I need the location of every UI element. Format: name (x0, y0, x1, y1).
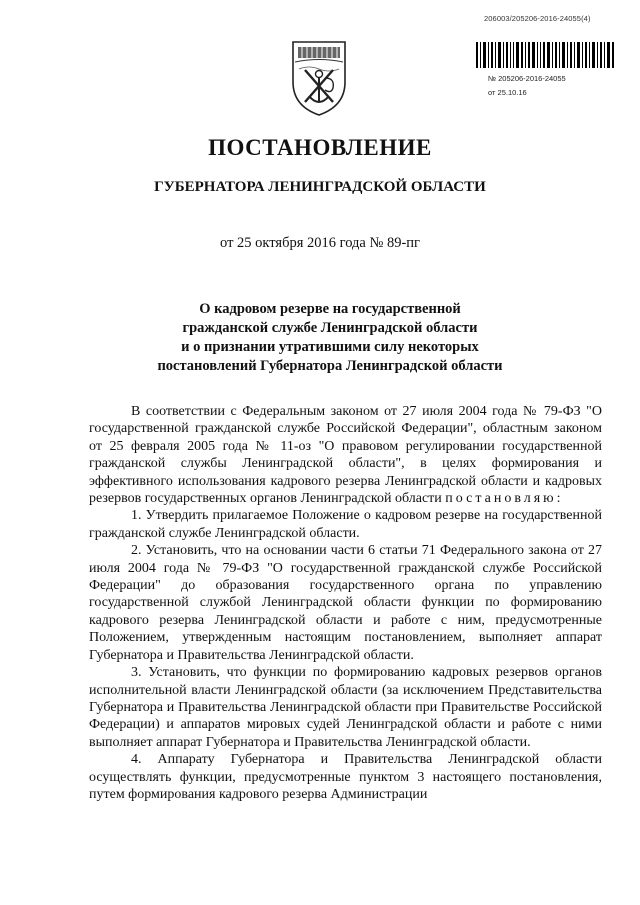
intro-colon: : (556, 491, 561, 507)
paragraph-3: 3. Установить, что функции по формированию кадровых резервов органов исполнительной власти Ленинградской области (за исключением Представительства Губернатора и Правительства Ленинградской области при Правительстве Российской Федерации) и аппаратов мировых судей Ленинградской области и работе с ними выполняет аппарат Губернатора и Правительства Ленинградской области. (89, 665, 602, 750)
registration-number: № 205206-2016-24055 (488, 74, 566, 83)
document-code: 206003/205206-2016-24055(4) (484, 14, 591, 23)
document-heading (80, 300, 580, 376)
decree-keyword: постановляю (445, 491, 557, 507)
barcode (476, 42, 614, 68)
heading-line: постановлений Губернатора Ленинградской области (157, 358, 503, 374)
document-subtitle: ГУБЕРНАТОРА ЛЕНИНГРАДСКОЙ ОБЛАСТИ (154, 179, 486, 195)
document-date-line: от 25 октября 2016 года № 89-пг (220, 235, 420, 251)
document-body (89, 403, 602, 803)
paragraph-1: 1. Утвердить прилагаемое Положение о кадровом резерве на государственной гражданской службе Ленинградской области. (89, 508, 602, 541)
paragraph-4: 4. Аппарату Губернатора и Правительства Ленинградской области осуществлять функции, предусмотренные пунктом 3 настоящего постановления, путем формирования кадрового резерва Администрации (89, 752, 602, 802)
registration-date: от 25.10.16 (488, 88, 527, 97)
document-title: ПОСТАНОВЛЕНИЕ (208, 135, 432, 160)
intro-text: В соответствии с Федеральным законом от 27 июля 2004 года № 79-ФЗ "О государственной гражданской службе Российской Федерации", областным законом от 25 февраля 2005 года № 11-оз "О правовом регулировании государственной гражданской службы Ленинградской области", в целях формирования и эффективного использования кадрового резерва Ленинградской области и кадровых резервов государственных органов Ленинградской области (89, 404, 602, 507)
intro-paragraph (89, 403, 602, 507)
coat-of-arms-emblem (289, 38, 349, 118)
heading-line: О кадровом резерве на государственной (199, 301, 461, 317)
heading-line: гражданской службе Ленинградской области (182, 320, 478, 336)
paragraph-2: 2. Установить, что на основании части 6 статьи 71 Федерального закона от 27 июля 2004 года № 79-ФЗ "О государственной гражданской службе Российской Федерации" до образования государственного органа по управлению государственной службой Ленинградской области функции по формированию кадрового резерва Ленинградской области и работе с ним, предусмотренные Положением, утвержденным настоящим постановлением, выполняет аппарат Губернатора и Правительства Ленинградской области. (89, 543, 602, 663)
heading-line: и о признании утратившими силу некоторых (181, 339, 479, 355)
